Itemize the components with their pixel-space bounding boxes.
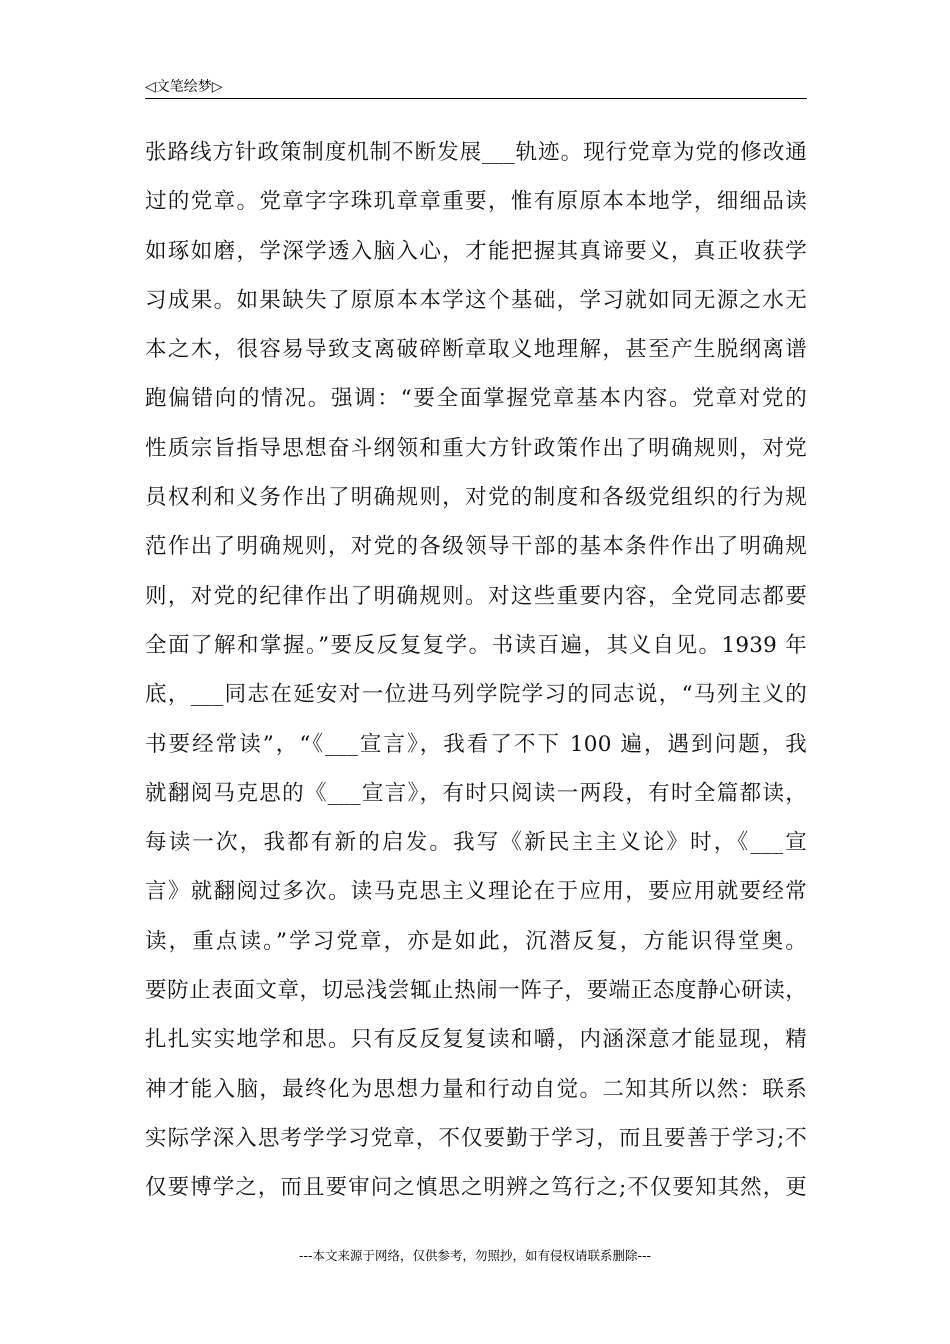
text-line: 性质宗旨指导思想奋斗纲领和重大方针政策作出了明确规则，对党 [145,435,807,461]
text-line: 则，对党的纪律作出了明确规则。对这些重要内容，全党同志都要 [145,583,807,609]
text-line: 就翻阅马克思的《___宣言》，有时只阅读一两段，有时全篇都读， [145,780,807,806]
text-line: 张路线方针政策制度机制不断发展___轨迹。现行党章为党的修改通 [145,140,807,165]
text-line: 如琢如磨，学深学透入脑入心，才能把握其真谛要义，真正收获学 [145,238,807,264]
text-line: 习成果。如果缺失了原原本本学这个基础，学习就如同无源之水无 [145,287,807,313]
text-line: 范作出了明确规则，对党的各级领导干部的基本条件作出了明确规 [145,534,807,560]
text-line: 每读一次，我都有新的启发。我写《新民主主义论》时，《___宣 [145,830,807,856]
text-line: 本之木，很容易导致支离破碎断章取义地理解，甚至产生脱纲离谱 [145,337,807,363]
text-line: 实际学深入思考学学习党章，不仅要勤于学习，而且要善于学习;不 [145,1125,807,1151]
text-line: 仅要博学之，而且要审问之慎思之明辨之笃行之;不仅要知其然，更 [145,1175,807,1201]
text-line: 神才能入脑，最终化为思想力量和行动自觉。二知其所以然：联系 [145,1076,807,1102]
document-body [145,128,807,1213]
page-footer-disclaimer: ---本文来源于网络，仅供参考，勿照抄，如有侵权请联系删除--- [298,1248,652,1263]
header-title: ◁文笔绘梦▷ [145,79,223,95]
text-line: 读，重点读。”学习党章，亦是如此，沉潜反复，方能识得堂奥。 [145,928,807,954]
text-line: 扎扎实实地学和思。只有反反复复读和嚼，内涵深意才能显现，精 [145,1027,807,1053]
page-header [145,74,807,99]
text-line: 要防止表面文章，切忌浅尝辄止热闹一阵子，要端正态度静心研读， [145,978,807,1004]
text-line: 过的党章。党章字字珠玑章章重要，惟有原原本本地学，细细品读 [145,189,807,215]
text-line: 跑偏错向的情况。强调：“要全面掌握党章基本内容。党章对党的 [145,386,807,412]
text-line: 书要经常读”，“《___宣言》，我看了不下 100 遍，遇到问题，我 [145,731,807,757]
text-line: 全面了解和掌握。”要反反复复学。书读百遍，其义自见。1939 年 [145,632,807,658]
text-line: 底，___同志在延安对一位进马列学院学习的同志说，“马列主义的 [145,682,807,708]
text-line: 员权利和义务作出了明确规则，对党的制度和各级党组织的行为规 [145,485,807,511]
text-line: 言》就翻阅过多次。读马克思主义理论在于应用，要应用就要经常 [145,879,807,905]
